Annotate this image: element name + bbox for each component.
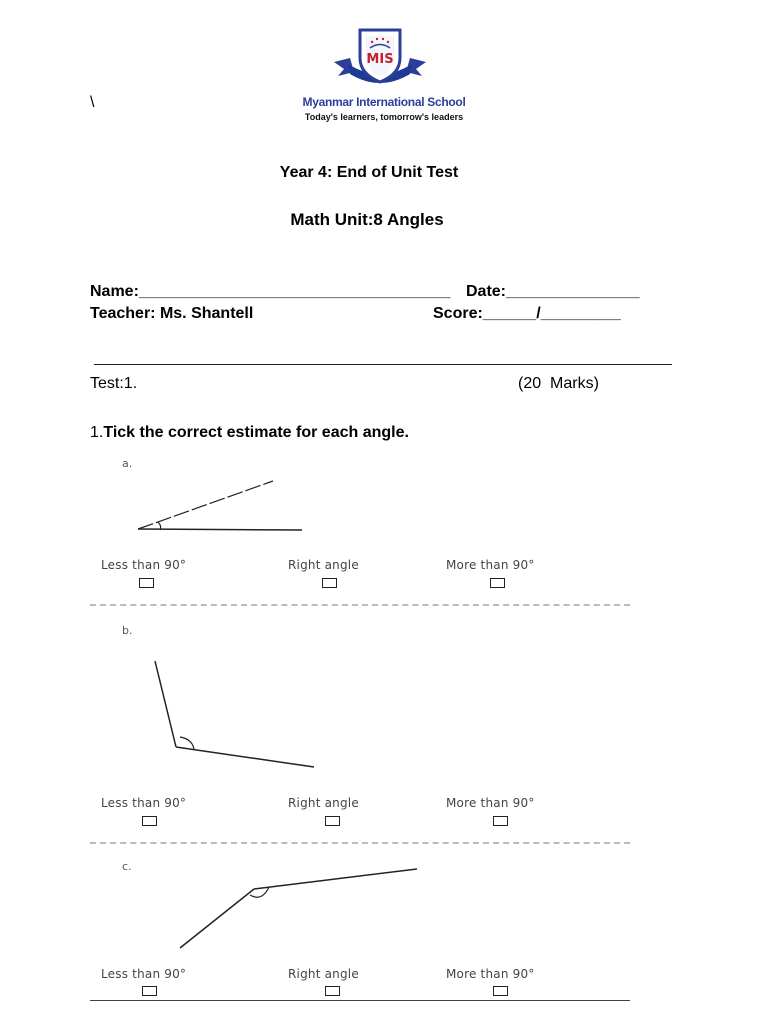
teacher-field: Teacher: Ms. Shantell: [90, 305, 254, 322]
bottom-line: [90, 1000, 630, 1001]
item-b-label: b.: [122, 624, 133, 637]
checkbox-a-more-than-90[interactable]: [490, 578, 505, 588]
angle-c-diagram: [170, 862, 430, 954]
question-heading: [90, 424, 409, 442]
option-c-less-than-90: Less than 90°: [101, 967, 187, 981]
item-a-label: a.: [122, 457, 133, 470]
test-marks: (20 Marks): [518, 375, 599, 392]
date-field: Date:_______________: [466, 283, 640, 300]
checkbox-c-less-than-90[interactable]: [142, 986, 157, 996]
question-number: 1.: [90, 424, 104, 441]
option-a-less-than-90: Less than 90°: [101, 558, 187, 572]
checkbox-b-more-than-90[interactable]: [493, 816, 508, 826]
question-text: Tick the correct estimate for each angle.: [103, 424, 409, 441]
test-year-title: Year 4: End of Unit Test: [279, 164, 459, 181]
score-field: Score:______/_________: [433, 305, 621, 322]
angle-a-diagram: [130, 476, 310, 536]
angle-b-diagram: [140, 655, 320, 775]
unit-title: Math Unit:8 Angles: [290, 210, 444, 229]
option-a-right-angle: Right angle: [288, 558, 359, 572]
item-divider: [90, 604, 630, 606]
option-c-right-angle: Right angle: [288, 967, 359, 981]
checkbox-a-right-angle[interactable]: [322, 578, 337, 588]
item-divider: [90, 842, 630, 844]
option-b-more-than-90: More than 90°: [446, 796, 535, 810]
school-name: Myanmar International School: [302, 95, 466, 109]
checkbox-b-less-than-90[interactable]: [142, 816, 157, 826]
checkbox-c-right-angle[interactable]: [325, 986, 340, 996]
stray-backslash: \: [90, 94, 95, 111]
school-tagline: Today's learners, tomorrow's leaders: [304, 112, 464, 122]
test-label: Test:1.: [90, 375, 138, 392]
separator-line: [94, 364, 672, 365]
option-a-more-than-90: More than 90°: [446, 558, 535, 572]
item-c-label: c.: [122, 860, 132, 873]
checkbox-b-right-angle[interactable]: [325, 816, 340, 826]
checkbox-c-more-than-90[interactable]: [493, 986, 508, 996]
option-b-less-than-90: Less than 90°: [101, 796, 187, 810]
option-b-right-angle: Right angle: [288, 796, 359, 810]
school-logo: [330, 24, 430, 96]
checkbox-a-less-than-90[interactable]: [139, 578, 154, 588]
name-field: Name:___________________________________: [90, 283, 451, 300]
logo-emblem-text: MIS: [366, 52, 394, 67]
option-c-more-than-90: More than 90°: [446, 967, 535, 981]
